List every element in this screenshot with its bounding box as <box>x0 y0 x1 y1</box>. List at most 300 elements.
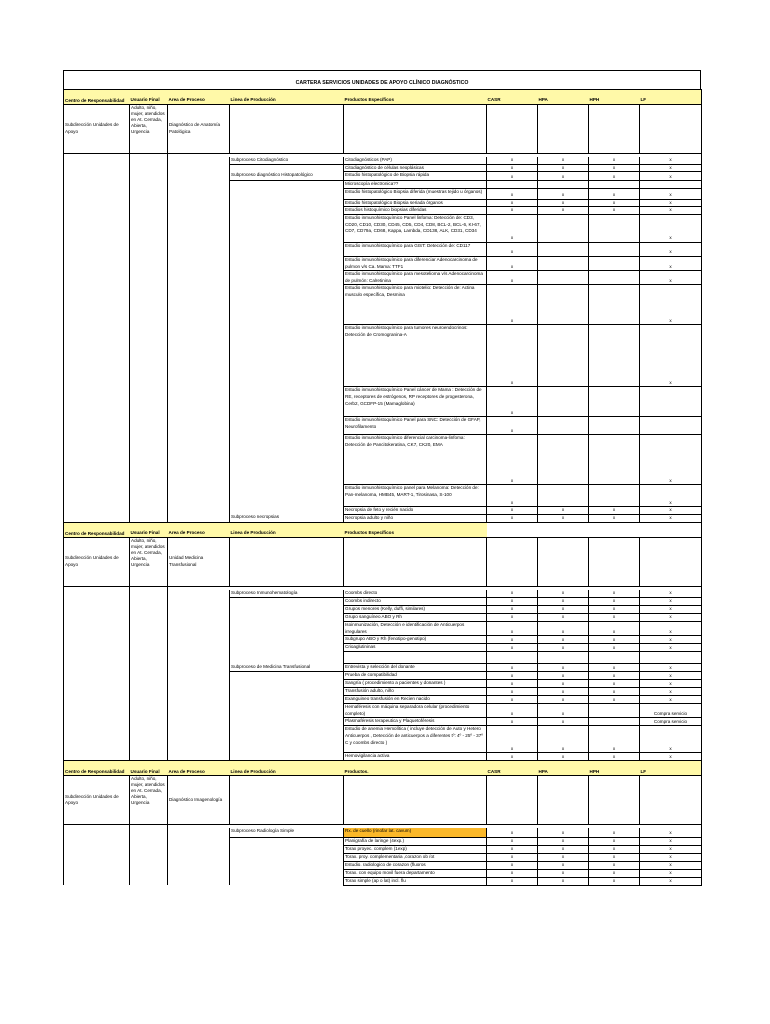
usuario-cell <box>130 853 168 861</box>
producto-cell: Estudio inmunohistoquímico para GIST: Detección de: CD117 <box>344 242 487 256</box>
header-linea: Linea de Producción <box>230 90 344 105</box>
producto-cell: Estudio inmunohistoquímico para mesotelioma v/s Adenocarcinoma de pulmón: Calretinina <box>344 271 487 285</box>
hpa-cell <box>538 485 589 507</box>
casr-cell: x <box>487 417 538 435</box>
centro-cell <box>64 845 130 853</box>
table-row <box>64 726 702 753</box>
producto-cell: Plasmaféresis terapeutica y Plaquetoféresis <box>344 718 487 726</box>
lf-cell <box>640 387 702 417</box>
producto-cell: Estudio histopatológico Biopsia diferida (muestras tejido u órganos) <box>344 188 487 199</box>
linea-cell <box>230 877 344 885</box>
centro-cell <box>64 672 130 680</box>
table-row <box>64 188 702 199</box>
table-row <box>64 877 702 885</box>
linea-cell <box>230 164 344 172</box>
area-cell <box>168 877 230 885</box>
casr-cell: x <box>487 726 538 753</box>
hpa-cell: x <box>538 680 589 688</box>
hph-cell: x <box>589 598 640 606</box>
lf-cell: x <box>640 696 702 704</box>
casr-cell: x <box>487 271 538 285</box>
casr-cell: x <box>487 672 538 680</box>
area-cell <box>168 680 230 688</box>
table-row <box>64 325 702 387</box>
linea-cell <box>230 417 344 435</box>
centro-cell <box>64 172 130 181</box>
info-blank <box>230 537 344 586</box>
area-cell <box>168 718 230 726</box>
centro-cell <box>64 726 130 753</box>
producto-cell: Citodiagnósticos (PAP) <box>344 157 487 164</box>
hph-cell <box>589 285 640 325</box>
usuario-cell <box>130 507 168 515</box>
producto-cell: Coombs indirecto <box>344 598 487 606</box>
info-blank <box>589 776 640 825</box>
header-casr: CASR <box>487 90 538 105</box>
producto-cell: Coombs directo <box>344 590 487 598</box>
area-value: Diagnóstico de Anatomía Patológica <box>168 105 230 154</box>
producto-cell: Torax. con equipo movil fuera departamento <box>344 869 487 877</box>
centro-value: Subdirección Unidades de Apoyo <box>64 537 130 586</box>
area-cell <box>168 845 230 853</box>
hpa-cell <box>538 285 589 325</box>
hpa-cell: x <box>538 877 589 885</box>
hph-cell: x <box>589 157 640 164</box>
producto-cell: Prueba de compatibilidad <box>344 672 487 680</box>
hpa-cell: x <box>538 614 589 622</box>
usuario-cell <box>130 207 168 215</box>
centro-cell <box>64 853 130 861</box>
table-row <box>64 696 702 704</box>
hpa-cell: x <box>538 696 589 704</box>
centro-cell <box>64 514 130 522</box>
info-blank <box>344 537 487 586</box>
info-blank <box>487 776 538 825</box>
usuario-cell <box>130 828 168 837</box>
header-hph: HPH <box>589 761 640 776</box>
lf-cell: x <box>640 622 702 636</box>
usuario-value: Adulto, niño, mujer, atendidos en At. Cerrada, Abierta, Urgencia <box>130 537 168 586</box>
centro-cell <box>64 704 130 718</box>
lf-cell: x <box>640 606 702 614</box>
casr-cell: x <box>487 828 538 837</box>
hpa-cell: x <box>538 853 589 861</box>
area-cell <box>168 688 230 696</box>
area-cell <box>168 285 230 325</box>
usuario-cell <box>130 753 168 761</box>
centro-cell <box>64 214 130 242</box>
table-row <box>64 207 702 215</box>
area-cell <box>168 172 230 181</box>
producto-cell: Estudio inmunohistoquímico Panel para SNC: Detección de GFAP, Neurofilamento <box>344 417 487 435</box>
casr-cell: x <box>487 256 538 270</box>
table-row <box>64 485 702 507</box>
casr-cell: x <box>487 636 538 644</box>
lf-cell: x <box>640 172 702 181</box>
usuario-value: Adulto, niño, mujer, atendidos en At. Cerrada, Abierta, Urgencia <box>130 105 168 154</box>
hph-cell <box>589 325 640 387</box>
producto-cell: Estudio inmunohistoquímico Panel linfoma: Detección de: CD3, CD20, CD10, CD30, CD45, CD5, CD4, CD8, BCL-2, BCL-6, KI-67, CD7, CD79a, CD68, Kappa, Lambda, CD138, ALK, CD31, CD34 <box>344 214 487 242</box>
linea-cell <box>230 614 344 622</box>
hpa-cell: x <box>538 514 589 522</box>
header-productos: Productos. <box>344 761 487 776</box>
lf-cell <box>640 652 702 664</box>
usuario-cell <box>130 435 168 485</box>
hpa-cell: x <box>538 199 589 207</box>
usuario-cell <box>130 672 168 680</box>
producto-cell: Estudio inmunohistoquímico diferencial carcinoma-linfoma: Detección de Pancitokeratina, CK7, CK20, EMA <box>344 435 487 485</box>
centro-cell <box>64 861 130 869</box>
linea-cell <box>230 718 344 726</box>
lf-cell: x <box>640 869 702 877</box>
casr-cell: x <box>487 704 538 718</box>
centro-cell <box>64 753 130 761</box>
centro-cell <box>64 285 130 325</box>
centro-cell <box>64 181 130 189</box>
hpa-cell <box>538 256 589 270</box>
table-row <box>64 256 702 270</box>
hph-cell: x <box>589 199 640 207</box>
producto-cell: Citodiagnóstico de células neoplásicas <box>344 164 487 172</box>
hpa-cell: x <box>538 188 589 199</box>
hpa-cell: x <box>538 622 589 636</box>
producto-cell: Necropsia de feto y recién nacido <box>344 507 487 515</box>
producto-cell: Hemaféresis con máquina separadora celular (procedimiento completo) <box>344 704 487 718</box>
info-blank <box>487 105 538 154</box>
table-row <box>64 387 702 417</box>
table-row <box>64 861 702 869</box>
hph-cell <box>589 485 640 507</box>
producto-cell: Exanguineo transfusión en Recien nacido <box>344 696 487 704</box>
linea-cell: Subproceso diagnóstico Histopatológico <box>230 172 344 181</box>
casr-cell: x <box>487 606 538 614</box>
centro-cell <box>64 877 130 885</box>
area-cell <box>168 514 230 522</box>
table-row <box>64 672 702 680</box>
hph-cell: x <box>589 644 640 652</box>
usuario-cell <box>130 869 168 877</box>
area-cell <box>168 726 230 753</box>
info-blank <box>538 105 589 154</box>
header-centro: Centro de Responsabilidad <box>64 522 130 537</box>
area-cell <box>168 861 230 869</box>
area-cell <box>168 652 230 664</box>
lf-cell: x <box>640 614 702 622</box>
usuario-cell <box>130 644 168 652</box>
linea-cell <box>230 688 344 696</box>
hph-cell <box>589 652 640 664</box>
header-area: Area de Proceso <box>168 90 230 105</box>
lf-cell: x <box>640 325 702 387</box>
usuario-cell <box>130 164 168 172</box>
lf-cell: x <box>640 157 702 164</box>
hph-cell <box>589 704 640 718</box>
table-row <box>64 718 702 726</box>
usuario-cell <box>130 172 168 181</box>
header-area: Area de Proceso <box>168 761 230 776</box>
usuario-cell <box>130 845 168 853</box>
centro-cell <box>64 622 130 636</box>
hpa-cell: x <box>538 861 589 869</box>
linea-cell <box>230 845 344 853</box>
usuario-cell <box>130 680 168 688</box>
hpa-cell <box>538 214 589 242</box>
header-centro: Centro de Responsabilidad <box>64 761 130 776</box>
producto-cell: Estudios histoquímico biopsias diferidas <box>344 207 487 215</box>
lf-cell: x <box>640 828 702 837</box>
info-blank <box>640 776 702 825</box>
producto-cell: Hemovigilancia activa <box>344 753 487 761</box>
linea-cell <box>230 672 344 680</box>
info-blank <box>640 537 702 586</box>
lf-cell: x <box>640 214 702 242</box>
producto-cell: Subgrupo ABO y Rh (fenotipo-genotipo) <box>344 636 487 644</box>
area-cell <box>168 271 230 285</box>
hph-cell: x <box>589 507 640 515</box>
centro-cell <box>64 718 130 726</box>
usuario-cell <box>130 157 168 164</box>
area-cell <box>168 181 230 189</box>
lf-cell: x <box>640 199 702 207</box>
producto-cell: Sangría ( procedimiento a pacientes y donantes ) <box>344 680 487 688</box>
linea-cell <box>230 837 344 845</box>
casr-cell <box>487 652 538 664</box>
usuario-cell <box>130 199 168 207</box>
centro-cell <box>64 869 130 877</box>
producto-cell: Estudio inmunohistoquímico panel para Melanoma: Detección de: Pan-melanoma, HMB45, MART-1, Tirosinasa, S-100 <box>344 485 487 507</box>
lf-cell: x <box>640 242 702 256</box>
table-row <box>64 242 702 256</box>
centro-cell <box>64 271 130 285</box>
area-cell <box>168 207 230 215</box>
producto-cell: Necropsia adulto y niño <box>344 514 487 522</box>
casr-cell: x <box>487 514 538 522</box>
area-cell <box>168 636 230 644</box>
hph-cell: x <box>589 636 640 644</box>
lf-cell: x <box>640 507 702 515</box>
hpa-cell: x <box>538 207 589 215</box>
linea-cell <box>230 704 344 718</box>
lf-cell: x <box>640 688 702 696</box>
linea-cell <box>230 256 344 270</box>
centro-cell <box>64 242 130 256</box>
hpa-cell: x <box>538 157 589 164</box>
header-hph: HPH <box>589 90 640 105</box>
casr-cell: x <box>487 435 538 485</box>
casr-cell: x <box>487 242 538 256</box>
producto-cell: Isoinmunización, Detección e identificación de Anticuerpos irregulares <box>344 622 487 636</box>
header-row <box>64 522 702 537</box>
hph-cell <box>589 417 640 435</box>
table-row <box>64 636 702 644</box>
centro-cell <box>64 325 130 387</box>
hph-cell: x <box>589 877 640 885</box>
lf-cell: x <box>640 664 702 672</box>
area-cell <box>168 157 230 164</box>
linea-cell <box>230 181 344 189</box>
hph-cell: x <box>589 869 640 877</box>
centro-cell <box>64 164 130 172</box>
hpa-cell: x <box>538 164 589 172</box>
table-row <box>64 664 702 672</box>
centro-cell <box>64 688 130 696</box>
centro-cell <box>64 199 130 207</box>
linea-cell <box>230 869 344 877</box>
hph-cell: x <box>589 172 640 181</box>
producto-cell: Torax simple (ap o lat) incl. flu <box>344 877 487 885</box>
casr-cell: x <box>487 214 538 242</box>
area-value: Unidad Medicina Transfusional <box>168 537 230 586</box>
usuario-cell <box>130 325 168 387</box>
centro-cell <box>64 435 130 485</box>
area-value: Diagnóstico Imagenología <box>168 776 230 825</box>
linea-cell <box>230 726 344 753</box>
centro-cell <box>64 664 130 672</box>
linea-cell <box>230 606 344 614</box>
usuario-cell <box>130 181 168 189</box>
services-table <box>63 89 702 886</box>
info-blank <box>640 105 702 154</box>
lf-cell: x <box>640 590 702 598</box>
producto-cell: Grupo sanguíneo ABO y Rh <box>344 614 487 622</box>
area-cell <box>168 753 230 761</box>
usuario-cell <box>130 861 168 869</box>
linea-cell <box>230 271 344 285</box>
hpa-cell: x <box>538 869 589 877</box>
casr-cell: x <box>487 387 538 417</box>
usuario-cell <box>130 664 168 672</box>
table-row <box>64 614 702 622</box>
linea-cell <box>230 753 344 761</box>
casr-cell: x <box>487 753 538 761</box>
usuario-cell <box>130 636 168 644</box>
area-cell <box>168 837 230 845</box>
hph-cell: x <box>589 696 640 704</box>
linea-cell: Subproceso de Medicina Transfusional <box>230 664 344 672</box>
lf-cell: x <box>640 672 702 680</box>
area-cell <box>168 242 230 256</box>
usuario-cell <box>130 877 168 885</box>
casr-cell: x <box>487 507 538 515</box>
hph-cell: x <box>589 590 640 598</box>
lf-cell: x <box>640 164 702 172</box>
linea-cell <box>230 622 344 636</box>
header-hpa <box>538 522 589 537</box>
centro-cell <box>64 636 130 644</box>
casr-cell: x <box>487 172 538 181</box>
producto-cell: Estudio. radiologico de corazon (fluoros <box>344 861 487 869</box>
casr-cell: x <box>487 325 538 387</box>
lf-cell: x <box>640 877 702 885</box>
hpa-cell: x <box>538 172 589 181</box>
hpa-cell <box>538 181 589 189</box>
linea-cell <box>230 207 344 215</box>
area-cell <box>168 164 230 172</box>
producto-cell: Torax. proy. complementaria ,corazon ob /ot <box>344 853 487 861</box>
header-usuario: Usuario Final <box>130 90 168 105</box>
lf-cell: x <box>640 853 702 861</box>
producto-cell: Estudio histopatológico Biopsia seriada órganos <box>344 199 487 207</box>
area-cell <box>168 199 230 207</box>
casr-cell: x <box>487 622 538 636</box>
usuario-cell <box>130 242 168 256</box>
info-blank <box>538 537 589 586</box>
area-cell <box>168 828 230 837</box>
linea-cell <box>230 199 344 207</box>
casr-cell: x <box>487 285 538 325</box>
lf-cell: Compra servicio <box>640 704 702 718</box>
area-cell <box>168 485 230 507</box>
header-usuario: Usuario Final <box>130 761 168 776</box>
lf-cell: x <box>640 726 702 753</box>
usuario-cell <box>130 598 168 606</box>
spreadsheet <box>63 70 701 886</box>
producto-cell: Estudio inmunohistoquímico para diferenciar Adenocarcinoma de pulmon v/s Ca. Mama: TTF1 <box>344 256 487 270</box>
usuario-cell <box>130 417 168 435</box>
linea-cell <box>230 214 344 242</box>
hph-cell: x <box>589 845 640 853</box>
centro-cell <box>64 614 130 622</box>
linea-cell <box>230 652 344 664</box>
info-blank <box>487 537 538 586</box>
producto-cell <box>344 652 487 664</box>
hph-cell: x <box>589 164 640 172</box>
header-usuario: Usuario Final <box>130 522 168 537</box>
casr-cell: x <box>487 188 538 199</box>
lf-cell: x <box>640 598 702 606</box>
info-row <box>64 776 702 825</box>
linea-cell: Subproceso Citodiagnóstico <box>230 157 344 164</box>
casr-cell <box>487 181 538 189</box>
header-area: Area de Proceso <box>168 522 230 537</box>
table-row <box>64 845 702 853</box>
info-blank <box>589 537 640 586</box>
header-row <box>64 90 702 105</box>
hph-cell: x <box>589 207 640 215</box>
area-cell <box>168 696 230 704</box>
centro-cell <box>64 387 130 417</box>
header-hpa: HPA <box>538 90 589 105</box>
info-blank <box>344 776 487 825</box>
table-row <box>64 753 702 761</box>
lf-cell: x <box>640 435 702 485</box>
hpa-cell: x <box>538 590 589 598</box>
linea-cell <box>230 853 344 861</box>
lf-cell: x <box>640 680 702 688</box>
area-cell <box>168 598 230 606</box>
centro-cell <box>64 188 130 199</box>
table-row <box>64 598 702 606</box>
lf-cell: x <box>640 753 702 761</box>
usuario-cell <box>130 514 168 522</box>
area-cell <box>168 606 230 614</box>
casr-cell: x <box>487 688 538 696</box>
header-lf: LF <box>640 90 702 105</box>
header-casr: CASR <box>487 761 538 776</box>
hph-cell: x <box>589 672 640 680</box>
casr-cell: x <box>487 680 538 688</box>
linea-cell <box>230 861 344 869</box>
header-productos: Productos Específicos <box>344 90 487 105</box>
centro-cell <box>64 680 130 688</box>
hpa-cell: x <box>538 644 589 652</box>
header-hph <box>589 522 640 537</box>
area-cell <box>168 325 230 387</box>
lf-cell: x <box>640 636 702 644</box>
hpa-cell <box>538 387 589 417</box>
hph-cell: x <box>589 622 640 636</box>
casr-cell: x <box>487 199 538 207</box>
